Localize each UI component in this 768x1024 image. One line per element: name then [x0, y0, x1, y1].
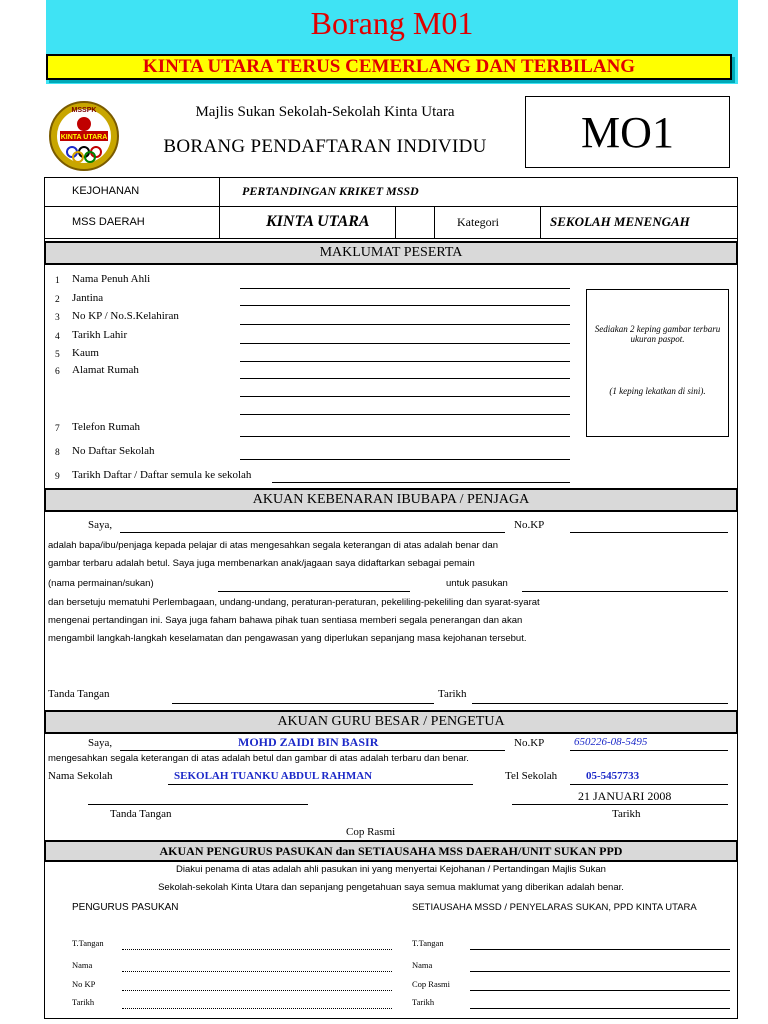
field-label-no-daftar: No Daftar Sekolah: [72, 445, 155, 457]
tarikh-daftar-input-line[interactable]: [272, 482, 570, 483]
field-label-alamat: Alamat Rumah: [72, 364, 139, 376]
field-number: 6: [55, 367, 60, 377]
form-title: BORANG PENDAFTARAN INDIVIDU: [163, 136, 487, 157]
kaum-input-line[interactable]: [240, 361, 570, 362]
nama-input-line[interactable]: [240, 288, 570, 289]
jantina-input-line[interactable]: [240, 305, 570, 306]
left-field-tarikh: Tarikh: [72, 997, 95, 1007]
field-number: 4: [55, 332, 60, 342]
slogan-box: KINTA UTARA TERUS CEMERLANG DAN TERBILANG: [46, 54, 732, 80]
left-field-nama: Nama: [72, 960, 93, 970]
section-akuan-guru: AKUAN GURU BESAR / PENGETUA: [44, 710, 738, 734]
right-field-cop: Cop Rasmi: [412, 979, 451, 989]
ibubapa-permainan-line[interactable]: [218, 591, 410, 592]
guru-nama-line: [120, 750, 505, 751]
form-code-box: MO1: [525, 96, 730, 168]
guru-text-1: mengesahkan segala keterangan di atas adalah betul dan gambar di atas adalah terbaru dan benar.: [48, 753, 469, 764]
right-field-tarikh: Tarikh: [412, 997, 435, 1007]
left-field-nokp: No KP: [72, 979, 96, 989]
guru-cop-label: Cop Rasmi: [346, 826, 396, 838]
section-akuan-pengurus: AKUAN PENGURUS PASUKAN dan SETIAUSAHA MSS DAERAH/UNIT SUKAN PPD: [44, 840, 738, 862]
pengurus-right-title: SETIAUSAHA MSSD / PENYELARAS SUKAN, PPD KINTA UTARA: [412, 902, 697, 913]
kejohanan-label: KEJOHANAN: [72, 185, 140, 197]
guru-sekolah-value: SEKOLAH TUANKU ABDUL RAHMAN: [174, 770, 373, 782]
ibubapa-saya: Saya,: [88, 519, 113, 531]
alamat-input-line-1[interactable]: [240, 378, 570, 379]
left-ttangan-line[interactable]: [122, 949, 392, 950]
guru-tel-value: 05-5457733: [586, 770, 640, 782]
pengurus-left-title: PENGURUS PASUKAN: [72, 902, 179, 913]
field-number: 7: [55, 424, 60, 434]
ibubapa-tanda-label: Tanda Tangan: [48, 688, 110, 700]
field-label-jantina: Jantina: [72, 292, 104, 304]
ibubapa-text-6: mengambil langkah-langkah keselamatan dan pengawasan yang diperlukan sepanjang masa kejohanan tersebut.: [48, 633, 527, 644]
ibubapa-permainan-label: (nama permainan/sukan): [48, 578, 154, 589]
right-ttangan-line[interactable]: [470, 949, 730, 950]
telefon-input-line[interactable]: [240, 436, 570, 437]
guru-tel-label: Tel Sekolah: [505, 770, 558, 782]
ibubapa-nokp-line[interactable]: [570, 532, 728, 533]
left-tarikh-line[interactable]: [122, 1008, 392, 1009]
field-label-nokp: No KP / No.S.Kelahiran: [72, 310, 179, 322]
guru-tarikh-label: Tarikh: [612, 808, 641, 820]
guru-date: 21 JANUARI 2008: [578, 789, 672, 803]
ibubapa-text-5: mengenai pertandingan ini. Saya juga faham bahawa pihak tuan sentiasa memberi segala penerangan dan akan: [48, 615, 523, 626]
page-title: Borang M01: [310, 5, 474, 41]
ibubapa-nama-line[interactable]: [120, 532, 505, 533]
field-number: 3: [55, 313, 60, 323]
photo-note: Sediakan 2 keping gambar terbaru ukuran paspot.: [594, 324, 721, 344]
guru-saya: Saya,: [88, 737, 113, 749]
alamat-input-line-2[interactable]: [240, 396, 570, 397]
nokp-input-line[interactable]: [240, 324, 570, 325]
right-tarikh-line[interactable]: [470, 1008, 730, 1009]
logo-top-text: MSSPK: [71, 107, 97, 114]
right-nama-line[interactable]: [470, 971, 730, 972]
alamat-input-line-3[interactable]: [240, 414, 570, 415]
guru-tanda-label: Tanda Tangan: [110, 808, 172, 820]
ibubapa-untuk-label: untuk pasukan: [446, 578, 508, 589]
mssk-logo: [48, 100, 120, 172]
kategori-label: Kategori: [457, 215, 499, 229]
pengurus-text-1: Diakui penama di atas adalah ahli pasukan ini yang menyertai Kejohanan / Pertandingan Majlis Sukan: [176, 864, 606, 875]
section-akuan-ibubapa: AKUAN KEBENARAN IBUBAPA / PENJAGA: [44, 488, 738, 512]
field-label-telefon: Telefon Rumah: [72, 421, 140, 433]
guru-tel-line: [570, 784, 728, 785]
right-cop-line[interactable]: [470, 990, 730, 991]
mss-daerah-label: MSS DAERAH: [72, 216, 145, 228]
field-number: 1: [55, 276, 60, 286]
field-label-tarikh-daftar: Tarikh Daftar / Daftar semula ke sekolah: [72, 469, 252, 481]
left-field-ttangan: T.Tangan: [72, 938, 104, 948]
ibubapa-text-1: adalah bapa/ibu/penjaga kepada pelajar di atas mengesahkan segala keterangan di atas adalah benar dan: [48, 540, 499, 551]
ibubapa-tarikh-line[interactable]: [472, 703, 728, 704]
ibubapa-nokp-label: No.KP: [514, 519, 545, 531]
field-label-nama: Nama Penuh Ahli: [72, 273, 151, 285]
field-number: 9: [55, 472, 60, 482]
field-number: 2: [55, 295, 60, 305]
pengurus-text-2: Sekolah-sekolah Kinta Utara dan sepanjang pengetahuan saya semua maklumat yang diberikan adalah benar.: [158, 882, 624, 893]
photo-box[interactable]: [586, 289, 729, 437]
ibubapa-text-2: gambar terbaru adalah betul. Saya juga membenarkan anak/jagaan saya didaftarkan sebagai pemain: [48, 558, 475, 569]
guru-nokp-value: 650226-08-5495: [574, 736, 648, 748]
ibubapa-text-4: dan bersetuju mematuhi Perlembagaan, undang-undang, peraturan-peraturan, pekeliling-pekeliling dan syarat-syarat: [48, 597, 540, 608]
left-nokp-line[interactable]: [122, 990, 392, 991]
photo-note-attach: (1 keping lekatkan di sini).: [609, 386, 706, 396]
kejohanan-value: PERTANDINGAN KRIKET MSSD: [242, 184, 419, 198]
kategori-value: SEKOLAH MENENGAH: [550, 214, 690, 229]
ibubapa-tarikh-label: Tarikh: [438, 688, 467, 700]
organization-name: Majlis Sukan Sekolah-Sekolah Kinta Utara: [195, 104, 455, 120]
ibubapa-pasukan-line[interactable]: [522, 591, 728, 592]
guru-tarikh-line: [512, 804, 728, 805]
ibubapa-tanda-line[interactable]: [172, 703, 434, 704]
tarikh-lahir-input-line[interactable]: [240, 343, 570, 344]
right-field-ttangan: T.Tangan: [412, 938, 444, 948]
mss-daerah-value: KINTA UTARA: [266, 213, 370, 230]
left-nama-line[interactable]: [122, 971, 392, 972]
field-number: 5: [55, 350, 60, 360]
guru-sekolah-line: [168, 784, 473, 785]
guru-sekolah-label: Nama Sekolah: [48, 770, 113, 782]
guru-name: MOHD ZAIDI BIN BASIR: [238, 735, 379, 749]
guru-nokp-line: [570, 750, 728, 751]
section-maklumat-peserta: MAKLUMAT PESERTA: [44, 241, 738, 265]
no-daftar-input-line[interactable]: [240, 459, 570, 460]
guru-nokp-label: No.KP: [514, 737, 545, 749]
guru-tanda-line[interactable]: [88, 804, 308, 805]
logo-band-text: KINTA UTARA: [60, 134, 108, 141]
field-number: 8: [55, 448, 60, 458]
field-label-kaum: Kaum: [72, 347, 99, 359]
right-field-nama: Nama: [412, 960, 433, 970]
field-label-tarikh-lahir: Tarikh Lahir: [72, 329, 128, 341]
